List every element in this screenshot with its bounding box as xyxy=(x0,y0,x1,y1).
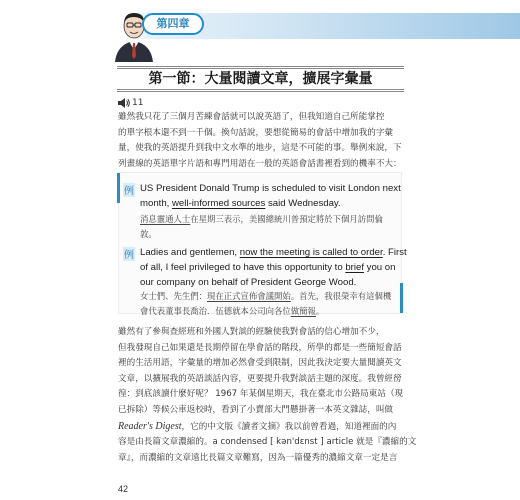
text-line xyxy=(140,275,402,290)
text-segment: 已拆除）等候公車返校時，看到了小賣部大門懸掛著一本英文雜誌，叫做 xyxy=(118,404,394,415)
text-line: 列畫線的英語單字片語和專門用語在一般的英語會話書裡看到的機率不大： xyxy=(118,158,402,169)
text-segment: Ladies and gentlemen, xyxy=(140,247,240,258)
text-segment: 在星期三表示，美國總統川普預定將於下個月訪問倫 xyxy=(190,214,383,224)
underlined-term: 現在正式宣佈會議開始 xyxy=(207,291,291,301)
text-line xyxy=(140,196,402,211)
text-line xyxy=(118,451,402,467)
text-line xyxy=(140,260,402,275)
example-marker-icon xyxy=(123,183,135,197)
text-line: 量，使我的英語提升到我中文水準的地步，這是不可能的事。舉例來說，下 xyxy=(118,143,402,154)
underlined-term: 做簡報 xyxy=(290,306,316,316)
text-segment: 。 xyxy=(315,306,325,316)
text-line xyxy=(118,372,402,388)
body-paragraph xyxy=(118,325,417,466)
audio-track-number: 11 xyxy=(132,98,144,108)
text-segment: 徨：到底該讀什麼好呢？ 1967 年某個星期天，我在臺北市公路局東站（現 xyxy=(118,389,404,400)
underlined-term: 消息靈通人士 xyxy=(140,214,191,224)
text-segment: month, xyxy=(140,198,172,209)
text-segment: said Wednesday. xyxy=(265,198,341,209)
intro-paragraph xyxy=(118,110,402,172)
text-line xyxy=(118,403,402,419)
text-line xyxy=(118,435,417,451)
chapter-label: 第四章 xyxy=(142,13,204,35)
speaker-icon xyxy=(118,98,130,108)
text-line xyxy=(118,325,402,341)
text-line xyxy=(140,212,402,227)
example-2-english xyxy=(140,245,407,290)
example-2-chinese xyxy=(140,289,402,319)
svg-text:例: 例 xyxy=(124,186,134,197)
underlined-term: well-informed sources xyxy=(172,198,266,209)
text-line xyxy=(118,419,402,436)
example-1-chinese xyxy=(140,212,402,242)
text-segment: of all, I feel privileged to have this opportunity to xyxy=(140,262,346,273)
text-segment: 雖然有了參與查經班和外國人對談的經驗使我對會話的信心增加不少， xyxy=(118,327,385,337)
text-segment: 文章，以擴展我的英語談話內容，更要提升我對談話主題的深度。我曾經徬 xyxy=(118,373,402,384)
text-segment: 女士們、先生們： xyxy=(140,291,207,301)
underlined-term: now the meeting is called to order xyxy=(239,247,383,258)
text-segment: US President Donald Trump is scheduled to visit London next xyxy=(140,183,401,194)
text-line: 雖然我只花了三個月苦練會話就可以說英語了，但我知道自己所能掌控 xyxy=(118,112,385,122)
text-segment: you on xyxy=(364,262,396,273)
text-segment: 裡的生活用語，字彙量的增加必然會受到限制，因此我決定要大量閱讀英文 xyxy=(118,358,402,369)
text-segment: 會代表董事長喬治．伍德就本公司向各位 xyxy=(140,306,291,316)
text-line xyxy=(118,356,402,372)
text-segment: our company on behalf of President George Wood. xyxy=(140,277,357,288)
text-segment: ，它的中文版《讀者文摘》我以前曾看過，知道裡面的內 xyxy=(181,421,397,432)
text-line: 的單字根本還不到一千個。換句話說，要想從簡易的會話中增加我的字彙 xyxy=(118,127,394,138)
text-line xyxy=(118,341,402,357)
text-line xyxy=(118,387,402,403)
text-segment: . First xyxy=(382,247,407,258)
text-segment: 但我發現自己如果還是長期停留在學會話的階段，所學的都是一些簡短會話 xyxy=(118,342,402,353)
example-marker-icon xyxy=(123,247,135,261)
svg-text:例: 例 xyxy=(124,250,134,261)
text-line xyxy=(140,289,402,304)
text-line xyxy=(140,304,402,319)
audio-track[interactable] xyxy=(118,97,143,109)
section-title: 第一節：大量閱讀文章，擴展字彙量 xyxy=(117,66,404,92)
text-segment: Reader's Digest xyxy=(118,420,182,432)
text-segment: 敦。 xyxy=(140,229,157,239)
text-line xyxy=(140,227,402,242)
page-number: 42 xyxy=(118,484,129,494)
text-line xyxy=(140,181,402,196)
text-segment: 容是由長篇文章濃縮的。a condensed [ kən'dɛnst ] article 就是『濃縮的文 xyxy=(118,437,417,448)
text-segment: 章』，而濃縮的文章遠比長篇文章難寫，因為一篇優秀的濃縮文章一定是言 xyxy=(118,452,398,463)
text-segment: 。首先，我很榮幸有這個機 xyxy=(290,291,392,301)
underlined-term: brief xyxy=(345,262,364,273)
example-1-english xyxy=(140,181,402,211)
text-line xyxy=(140,245,407,260)
